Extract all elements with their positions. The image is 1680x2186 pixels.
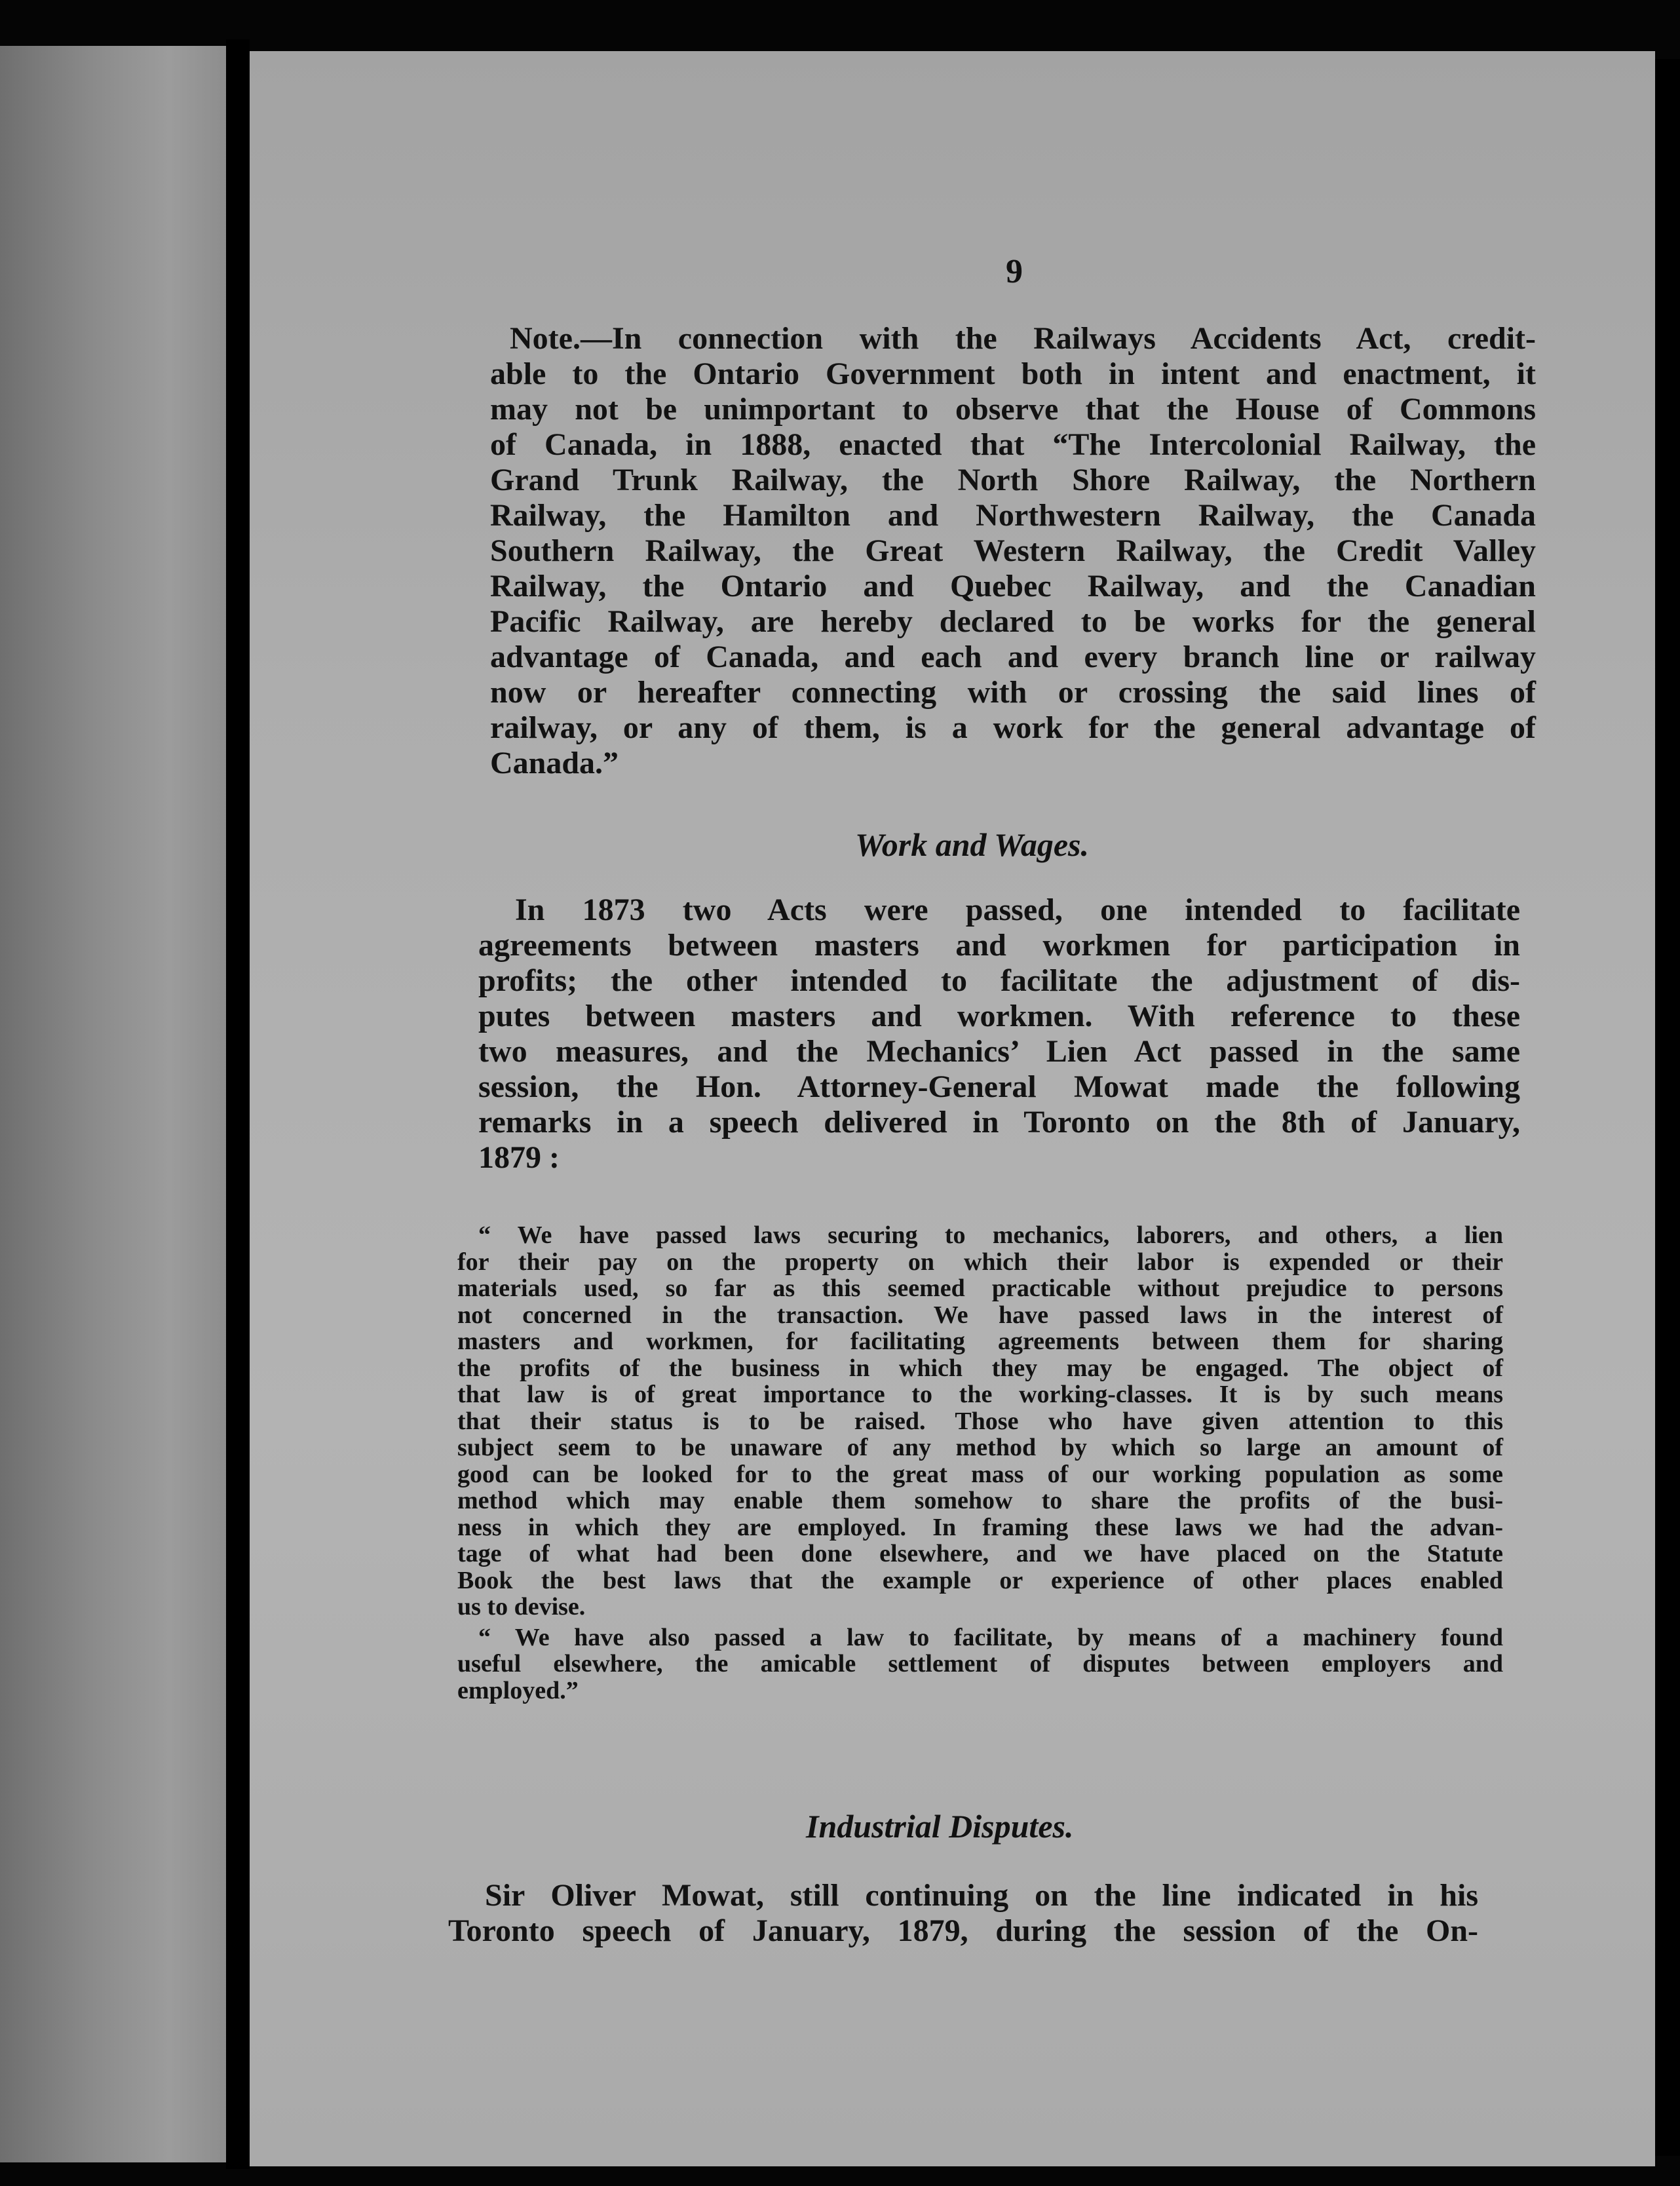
quote-line: that their status is to be raised. Those who have given attention to this: [457, 1407, 1503, 1435]
note-line: of Canada, in 1888, enacted that “The Intercolonial Railway, the: [490, 427, 1536, 462]
note-line: Canada.”: [490, 746, 619, 780]
paragraph-line: session, the Hon. Attorney-General Mowat made the following: [478, 1069, 1520, 1104]
quote-line: ness in which they are employed. In framing these laws we had the advan-: [457, 1513, 1503, 1541]
quote-line: masters and workmen, for facilitating agreements between them for sharing: [457, 1328, 1503, 1355]
page-right-edge: [1655, 59, 1680, 2156]
paragraph-line: two measures, and the Mechanics’ Lien Act passed in the same: [478, 1034, 1520, 1069]
note-line: Grand Trunk Railway, the North Shore Railway, the Northern: [490, 463, 1536, 497]
paragraph-line: remarks in a speech delivered in Toronto on the 8th of January,: [478, 1105, 1520, 1140]
paragraph-line: Toronto speech of January, 1879, during the session of the On-: [448, 1913, 1478, 1948]
quote-line: that law is of great importance to the working-classes. It is by such means: [457, 1381, 1503, 1408]
note-line: advantage of Canada, and each and every branch line or railway: [490, 640, 1536, 674]
quote-line: useful elsewhere, the amicable settlement of disputes between employers and: [457, 1650, 1503, 1678]
note-line: able to the Ontario Government both in intent and enactment, it: [490, 356, 1536, 391]
note-line: Pacific Railway, are hereby declared to be works for the general: [490, 604, 1536, 639]
note-line: Railway, the Ontario and Quebec Railway, and the Canadian: [490, 569, 1536, 604]
quote-line: “ We have also passed a law to facilitate, by means of a machinery found: [478, 1623, 1503, 1651]
acts-1873-paragraph: [478, 892, 1520, 1176]
page-number: 9: [1006, 253, 1023, 290]
paragraph-line: putes between masters and workmen. With reference to these: [478, 999, 1520, 1033]
quote-line: employed.”: [457, 1676, 579, 1704]
note-line: Southern Railway, the Great Western Railway, the Credit Valley: [490, 533, 1536, 568]
note-line: Note.—In connection with the Railways Accidents Act, credit-: [510, 321, 1536, 356]
facing-page-edge: [0, 46, 226, 2162]
quote-line: not concerned in the transaction. We have passed laws in the interest of: [457, 1301, 1503, 1329]
paragraph-line: agreements between masters and workmen for participation in: [478, 928, 1520, 963]
quote-line: us to devise.: [457, 1593, 586, 1620]
note-paragraph: [490, 321, 1536, 781]
note-line: railway, or any of them, is a work for the general advantage of: [490, 710, 1536, 745]
paragraph-line: 1879 :: [478, 1140, 560, 1175]
quote-line: materials used, so far as this seemed practicable without prejudice to persons: [457, 1275, 1503, 1302]
quote-line: method which may enable them somehow to share the profits of the busi-: [457, 1487, 1503, 1514]
paragraph-line: profits; the other intended to facilitate the adjustment of dis-: [478, 963, 1520, 998]
heading-work-and-wages: Work and Wages.: [855, 826, 1090, 863]
quote-line: tage of what had been done elsewhere, and we have placed on the Statute: [457, 1540, 1503, 1567]
quote-line: for their pay on the property on which their labor is expended or their: [457, 1248, 1503, 1276]
heading-industrial-disputes: Industrial Disputes.: [806, 1808, 1074, 1845]
quote-line: the profits of the business in which they may be engaged. The object of: [457, 1354, 1503, 1382]
quote-line: good can be looked for to the great mass of our working population as some: [457, 1460, 1503, 1488]
oliver-mowat-paragraph: [448, 1878, 1478, 1949]
quote-line: Book the best laws that the example or experience of other places enabled: [457, 1566, 1503, 1594]
note-line: may not be unimportant to observe that the House of Commons: [490, 392, 1536, 427]
paragraph-line: Sir Oliver Mowat, still continuing on the line indicated in his: [485, 1878, 1478, 1913]
mowat-quotation: [457, 1222, 1503, 1704]
paragraph-line: In 1873 two Acts were passed, one intended to facilitate: [515, 892, 1520, 927]
note-line: Railway, the Hamilton and Northwestern Railway, the Canada: [490, 498, 1536, 533]
page-gutter: [226, 39, 250, 2169]
quote-line: subject seem to be unaware of any method by which so large an amount of: [457, 1434, 1503, 1461]
quote-line: “ We have passed laws securing to mechanics, laborers, and others, a lien: [478, 1221, 1503, 1249]
note-line: now or hereafter connecting with or crossing the said lines of: [490, 675, 1536, 710]
